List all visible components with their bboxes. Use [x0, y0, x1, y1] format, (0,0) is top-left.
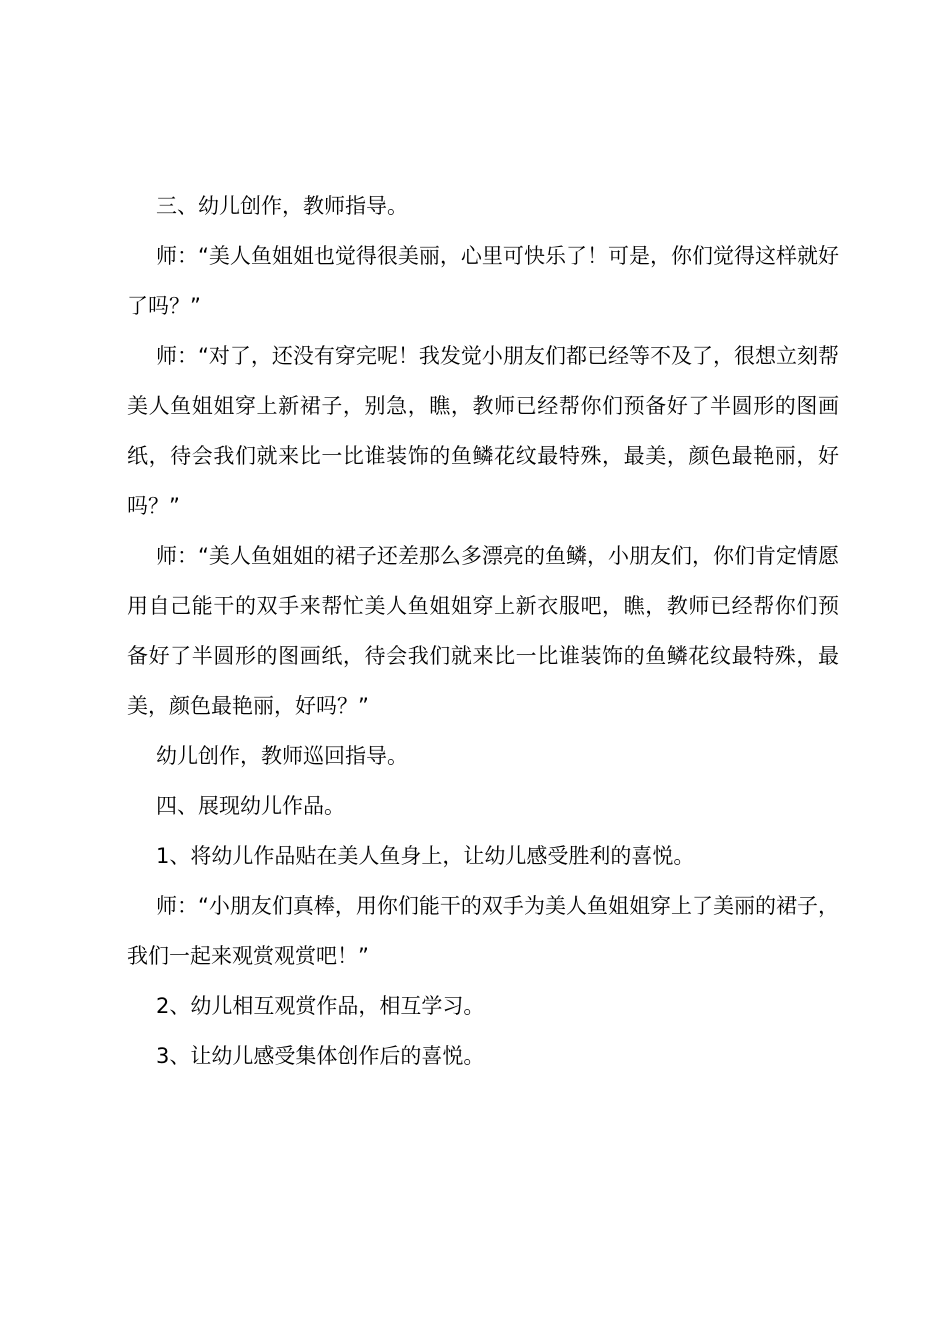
teacher-dialogue: 师：“对了，还没有穿完呢！我发觉小朋友们都已经等不及了，很想立刻帮美人鱼姐姐穿上新裙子，别急，瞧，教师已经帮你们预备好了半圆形的图画纸，待会我们就来比一比谁装饰的鱼鳞花纹最特殊，最美，颜色最艳丽，好吗？” [127, 344, 839, 518]
teacher-dialogue: 师：“美人鱼姐姐也觉得很美丽，心里可快乐了！可是，你们觉得这样就好了吗？” [127, 244, 839, 318]
list-item: 3、让幼儿感受集体创作后的喜悦。 [156, 1044, 485, 1068]
activity-note: 幼儿创作，教师巡回指导。 [156, 744, 408, 768]
section-heading-4: 四、展现幼儿作品。 [156, 794, 345, 818]
list-item: 2、幼儿相互观赏作品，相互学习。 [156, 994, 485, 1018]
section-heading-3: 三、幼儿创作，教师指导。 [156, 194, 408, 218]
teacher-dialogue: 师：“小朋友们真棒，用你们能干的双手为美人鱼姐姐穿上了美丽的裙子，我们一起来观赏观赏吧！” [127, 894, 839, 968]
document-body [127, 181, 839, 1081]
list-item: 1、将幼儿作品贴在美人鱼身上，让幼儿感受胜利的喜悦。 [156, 844, 695, 868]
teacher-dialogue: 师：“美人鱼姐姐的裙子还差那么多漂亮的鱼鳞，小朋友们，你们肯定情愿用自己能干的双手来帮忙美人鱼姐姐穿上新衣服吧，瞧，教师已经帮你们预备好了半圆形的图画纸，待会我们就来比一比谁装饰的鱼鳞花纹最特殊，最美，颜色最艳丽，好吗？” [127, 544, 839, 718]
